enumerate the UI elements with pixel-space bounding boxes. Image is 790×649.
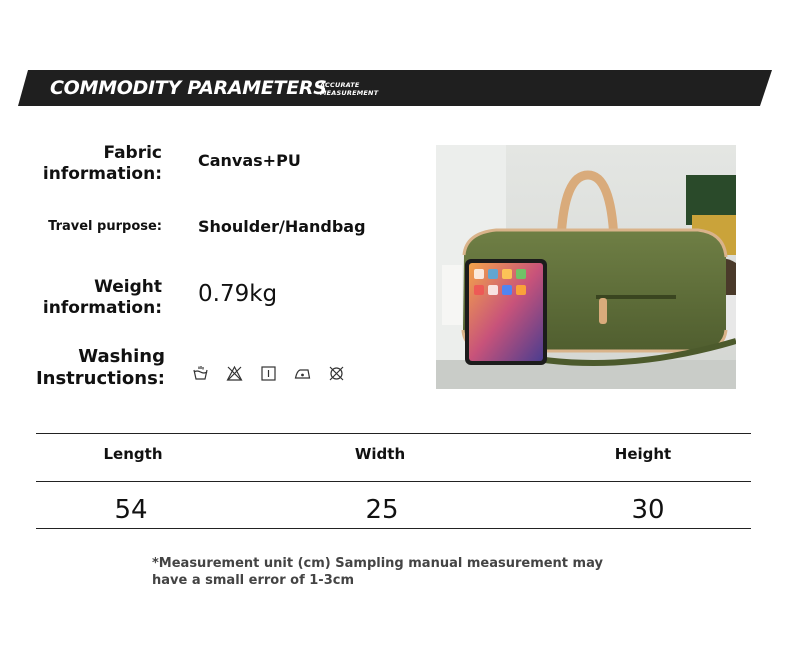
weight-value: 0.79kg <box>198 281 278 307</box>
travel-purpose-label: Travel purpose: <box>48 219 162 234</box>
height-header: Height <box>614 445 672 463</box>
length-value: 54 <box>114 495 148 525</box>
width-header: Width <box>354 445 406 463</box>
no-bleach-icon <box>226 365 243 382</box>
banner-title: COMMODITY PARAMETERS <box>50 77 327 99</box>
length-header: Length <box>103 445 163 463</box>
banner-subtitle: ACCURATE MEASUREMENT <box>320 81 379 97</box>
iron-icon <box>294 365 311 382</box>
table-bottom-rule <box>36 528 751 529</box>
table-mid-rule <box>36 481 751 482</box>
fabric-value: Canvas+PU <box>198 151 301 170</box>
washing-label: Washing Instructions: <box>35 346 165 389</box>
height-value: 30 <box>631 495 665 525</box>
measurement-note: *Measurement unit (cm) Sampling manual measurement may have a small error of 1-3cm <box>152 556 603 588</box>
weight-label: Weight information: <box>42 277 162 318</box>
travel-purpose-value: Shoulder/Handbag <box>198 217 366 236</box>
no-dry-clean-icon <box>328 365 345 382</box>
width-value: 25 <box>365 495 399 525</box>
tumble-dry-icon <box>260 365 277 382</box>
hand-wash-icon <box>192 365 209 382</box>
fabric-label: Fabric information: <box>42 143 162 184</box>
table-top-rule <box>36 433 751 434</box>
washing-icons <box>192 365 345 382</box>
product-photo <box>436 145 736 389</box>
